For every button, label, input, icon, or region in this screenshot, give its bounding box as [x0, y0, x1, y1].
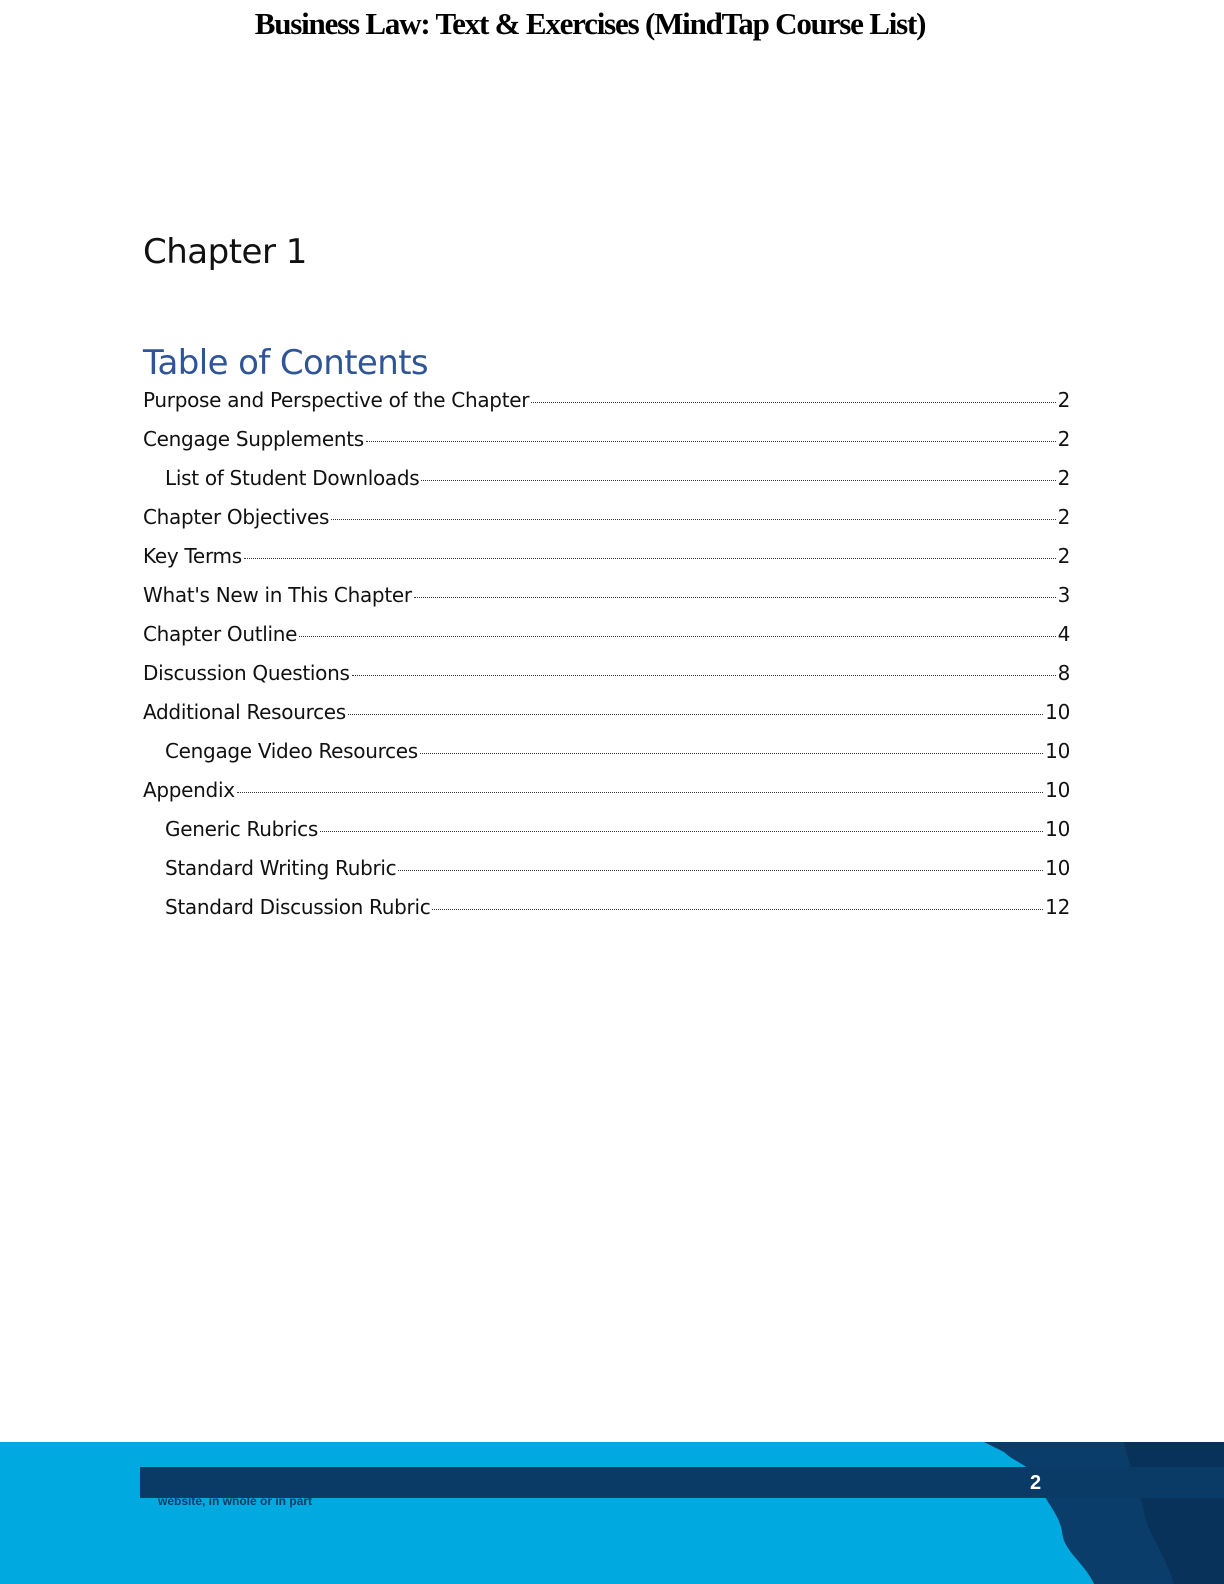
toc-entry-generic-rubrics[interactable] [143, 817, 1070, 856]
toc-dot-leader [531, 402, 1055, 403]
document-header-title: Business Law: Text & Exercises (MindTap Course List) [254, 6, 926, 41]
toc-entry-label: Chapter Objectives [143, 505, 330, 529]
toc-entry-cengage-video-resources[interactable] [143, 739, 1070, 778]
toc-entry-page: 3 [1057, 583, 1070, 607]
toc-dot-leader [299, 636, 1055, 637]
toc-entry-page: 10 [1045, 817, 1070, 841]
toc-entry-chapter-outline[interactable] [143, 622, 1070, 661]
toc-entry-page: 12 [1045, 895, 1070, 919]
toc-entry-list-of-student-downloads[interactable] [143, 466, 1070, 505]
toc-entry-discussion-questions[interactable] [143, 661, 1070, 700]
footer-copyright-note: website, in whole or in part [158, 1494, 313, 1508]
footer-band [0, 1442, 1224, 1584]
toc-entry-key-terms[interactable] [143, 544, 1070, 583]
toc-entry-page: 10 [1045, 739, 1070, 763]
toc-entry-page: 2 [1057, 427, 1070, 451]
toc-dot-leader [320, 831, 1043, 832]
toc-entry-page: 2 [1057, 544, 1070, 568]
toc-entry-page: 4 [1057, 622, 1070, 646]
toc-heading: Table of Contents [143, 343, 429, 383]
toc-dot-leader [414, 597, 1056, 598]
chapter-title: Chapter 1 [143, 232, 307, 272]
table-of-contents [143, 388, 1070, 934]
toc-entry-page: 10 [1045, 778, 1070, 802]
page-number: 2 [1030, 1472, 1042, 1494]
toc-entry-page: 2 [1057, 466, 1070, 490]
footer-brush-decoration [944, 1442, 1224, 1584]
toc-entry-page: 10 [1045, 700, 1070, 724]
toc-entry-label: Key Terms [143, 544, 242, 568]
toc-entry-label: Generic Rubrics [165, 817, 318, 841]
toc-entry-label: What's New in This Chapter [143, 583, 412, 607]
toc-entry-chapter-objectives[interactable] [143, 505, 1070, 544]
toc-entry-page: 2 [1057, 388, 1070, 412]
toc-entry-page: 2 [1057, 505, 1070, 529]
toc-entry-label: Discussion Questions [143, 661, 350, 685]
toc-dot-leader [420, 753, 1043, 754]
toc-dot-leader [237, 792, 1043, 793]
toc-dot-leader [366, 441, 1056, 442]
toc-entry-label: Additional Resources [143, 700, 346, 724]
toc-dot-leader [352, 675, 1056, 676]
toc-entry-label: Chapter Outline [143, 622, 298, 646]
toc-entry-appendix[interactable] [143, 778, 1070, 817]
toc-entry-standard-discussion-rubric[interactable] [143, 895, 1070, 934]
toc-dot-leader [421, 480, 1055, 481]
toc-dot-leader [398, 870, 1043, 871]
toc-entry-label: Purpose and Perspective of the Chapter [143, 388, 530, 412]
toc-dot-leader [244, 558, 1056, 559]
toc-entry-label: Standard Discussion Rubric [165, 895, 431, 919]
toc-entry-label: Appendix [143, 778, 235, 802]
toc-entry-cengage-supplements[interactable] [143, 427, 1070, 466]
toc-entry-label: Cengage Supplements [143, 427, 364, 451]
toc-entry-page: 10 [1045, 856, 1070, 880]
toc-entry-label: Standard Writing Rubric [165, 856, 397, 880]
toc-entry-purpose-and-perspective[interactable] [143, 388, 1070, 427]
toc-entry-additional-resources[interactable] [143, 700, 1070, 739]
toc-entry-label: List of Student Downloads [165, 466, 420, 490]
toc-dot-leader [432, 909, 1043, 910]
toc-dot-leader [331, 519, 1055, 520]
toc-dot-leader [348, 714, 1043, 715]
toc-entry-label: Cengage Video Resources [165, 739, 418, 763]
toc-entry-standard-writing-rubric[interactable] [143, 856, 1070, 895]
toc-entry-page: 8 [1057, 661, 1070, 685]
toc-entry-whats-new[interactable] [143, 583, 1070, 622]
